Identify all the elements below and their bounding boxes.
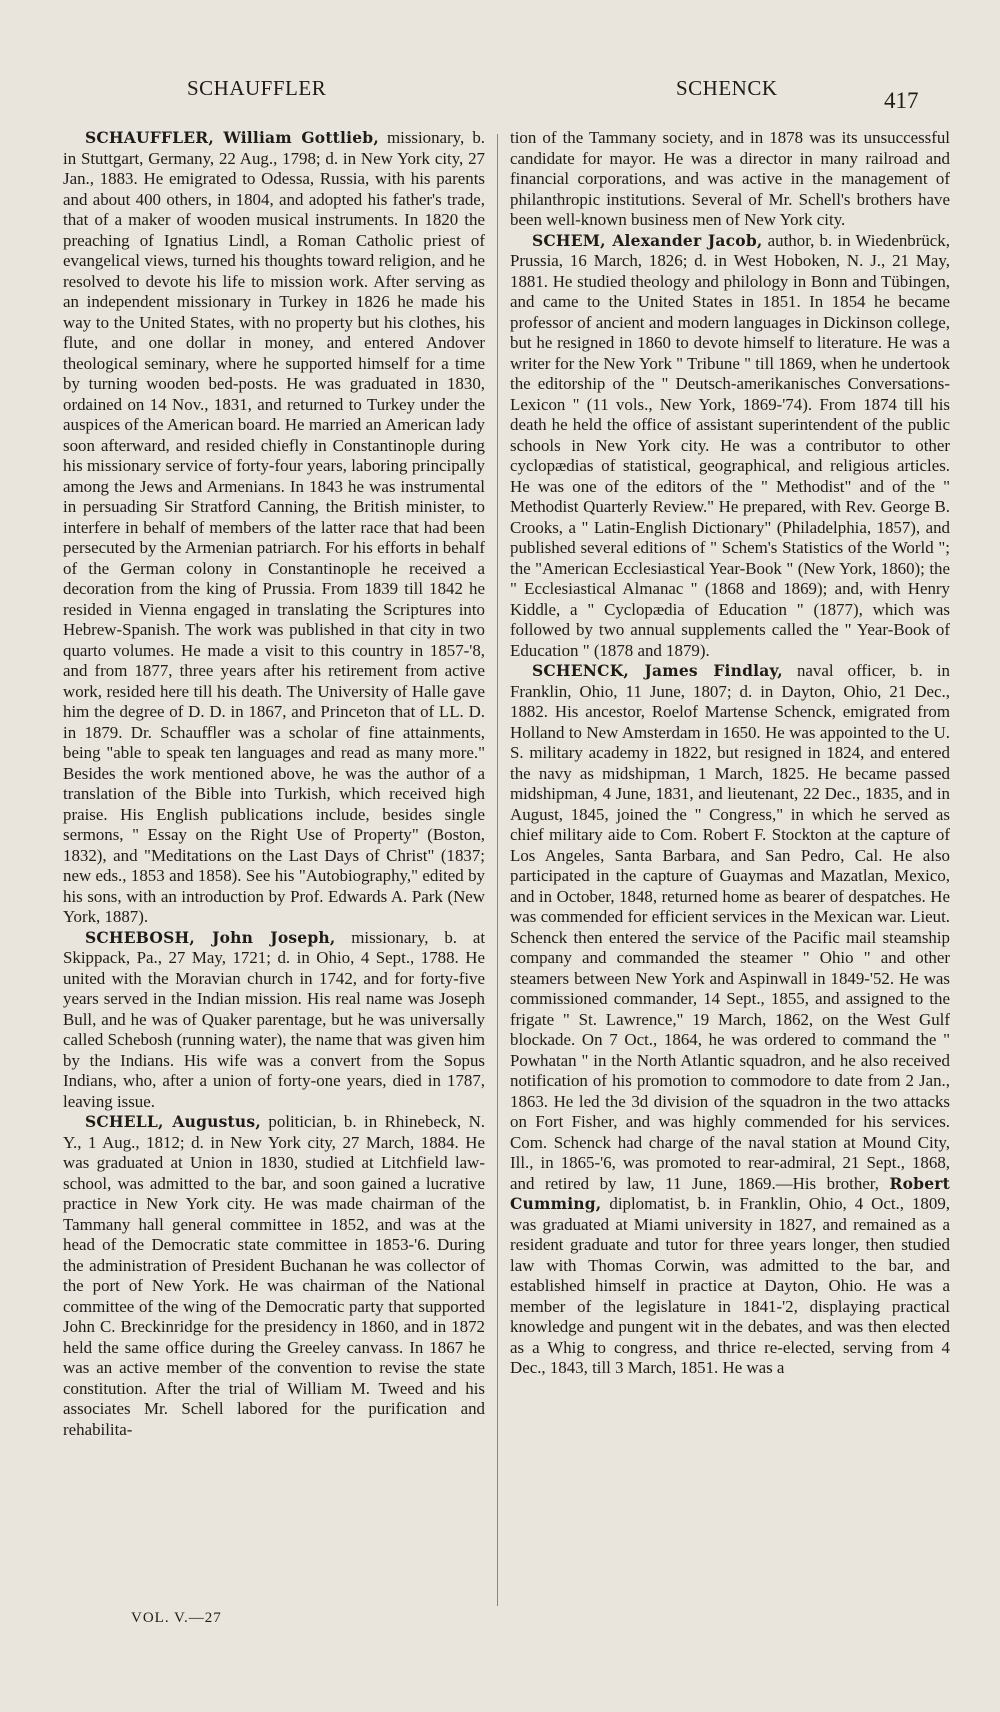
- entry-text: tion of the Tammany society, and in 1878 was its unsuccessful candidate for mayor. He was a director in many railroad and financial corporations, and was active in the management of philanthropic institutions. Several of Mr. Schell's brothers have been well-known business men of New York city.: [510, 128, 950, 229]
- entry-text: naval officer, b. in Franklin, Ohio, 11 June, 1807; d. in Dayton, Ohio, 21 Dec., 1882. His ancestor, Roelof Martense Schenck, emigrated from Holland to New Amsterdam in 1650. He was appointed to the U. S. military academy in 1822, but resigned in 1824, and entered the navy as midshipman, 1 March, 1825. He became passed midshipman, 4 June, 1831, and lieutenant, 22 Dec., 1835, and in August, 1845, joined the " Congress," in which he served as chief military aide to Com. Robert F. Stockton at the capture of Los Angeles, Santa Barbara, and San Pedro, Cal. He also participated in the capture of Guaymas and Mazatlan, Mexico, and in October, 1848, returned home as bearer of despatches. He was commended for efficient services in the Mexican war. Lieut. Schenck then entered the service of the Pacific mail steamship company and commanded the steamer " Ohio " and other steamers between New York and Aspinwall in 1849-'52. He was commissioned commander, 14 Sept., 1855, and assigned to the frigate " St. Lawrence," 19 March, 1862, on the West Gulf blockade. On 7 Oct., 1864, he was ordered to command the " Powhatan " in the North Atlantic squadron, and he also received notification of his promotion to commodore to date from 2 Jan., 1863. He led the 3d division of the squadron in the two attacks on Fort Fisher, and was highly commended for his services. Com. Schenck had charge of the naval station at Mound City, Ill., in 1865-'6, was promoted to rear-admiral, 21 Sept., 1868, and retired by law, 11 June, 1869.—His brother,: [510, 661, 950, 1193]
- headword: SCHENCK, James Findlay,: [532, 661, 783, 680]
- running-head-left: SCHAUFFLER: [187, 76, 327, 100]
- entry-text: missionary, b. in Stuttgart, Germany, 22 Aug., 1798; d. in New York city, 27 Jan., 1883. He emigrated to Odessa, Russia, with his parents and about 400 others, in 1804, and adopted his father's trade, that of a maker of wooden musical instruments. In 1820 the preaching of Ignatius Lindl, a Roman Catholic priest of evangelical views, turned his thoughts toward religion, and he resolved to devote his life to mission work. After serving as an independent missionary in Turkey in 1826 he made his way to the United States, with no property but his clothes, his flute, and one dollar in money, and entered Andover theological seminary, where he supported himself for a time by turning wooden bed-posts. He was graduated in 1830, ordained on 14 Nov., 1831, and returned to Turkey under the auspices of the American board. He married an American lady soon afterward, and resided chiefly in Constantinople during his missionary service of forty-four years, laboring principally among the Jews and Armenians. In 1843 he was instrumental in persuading Sir Stratford Canning, the British minister, to interfere in behalf of members of the latter race that had been persecuted by the Armenian patriarch. For his efforts in behalf of the German colony in Constantinople he received a decoration from the king of Prussia. From 1839 till 1842 he resided in Vienna engaged in translating the Scriptures into Hebrew-Spanish. The work was published in that city in two quarto volumes. He made a visit to this country in 1857-'8, and from 1877, three years after his retirement from active work, resided here till his death. The University of Halle gave him the degree of D. D. in 1867, and Princeton that of LL. D. in 1879. Dr. Schauffler was a scholar of fine attainments, being "able to speak ten languages and read as many more." Besides the work mentioned above, he was the author of a translation of the Bible into Turkish, which received high praise. His English publications include, besides single sermons, " Essay on the Right Use of Property" (Boston, 1832), and "Meditations on the Last Days of Christ" (1837; new eds., 1853 and 1858). See his "Autobiography," edited by his sons, with an introduction by Prof. Edwards A. Park (New York, 1887).: [63, 128, 485, 926]
- column-divider: [497, 134, 498, 1606]
- headword: SCHEBOSH, John Joseph,: [85, 927, 336, 947]
- entry-schem: [510, 231, 950, 662]
- entry-schenck: [510, 661, 950, 1379]
- entry-schell-continued: [510, 128, 950, 231]
- entry-text: diplomatist, b. in Franklin, Ohio, 4 Oct., 1809, was graduated at Miami university in 1827, and remained as a resident graduate and tutor for three years longer, then studied law with Thomas Corwin, was admitted to the bar, and established himself in practice at Dayton, Ohio. He was a member of the legislature in 1841-'2, displaying practical knowledge and pungent wit in the debates, and was then elected as a Whig to congress, and thrice re-elected, serving from 4 Dec., 1843, till 3 March, 1851. He was a: [510, 1194, 950, 1377]
- entry-text: politician, b. in Rhinebeck, N. Y., 1 Aug., 1812; d. in New York city, 27 March, 1884. He was graduated at Union in 1830, studied at Litchfield law-school, was admitted to the bar, and soon gained a lucrative practice in New York city. He was made chairman of the Tammany hall general committee in 1852, and was at the head of the Democratic state committee in 1853-'6. During the administration of President Buchanan he was collector of the port of New York. He was chairman of the National committee of the wing of the Democratic party that supported John C. Breckinridge for the presidency in 1860, and in 1872 held the same office during the Greeley canvass. In 1867 he was an active member of the convention to revise the state constitution. After the trial of William M. Tweed and his associates Mr. Schell labored for the purification and rehabilita-: [63, 1112, 485, 1439]
- entry-text: author, b. in Wiedenbrück, Prussia, 16 March, 1826; d. in West Hoboken, N. J., 21 May, 1881. He studied theology and philology in Bonn and Tübingen, and came to the United States in 1851. In 1854 he became professor of ancient and modern languages in Dickinson college, but he resigned in 1860 to devote himself to literature. He was a writer for the New York " Tribune " till 1869, when he undertook the editorship of the " Deutsch-amerikanisches Conversations-Lexicon " (11 vols., New York, 1869-'74). From 1874 till his death he held the office of assistant superintendent of the public schools in New York city. He was a contributor to other cyclopædias of statistical, geographical, and religious articles. He was one of the editors of the " Methodist" and of the " Methodist Quarterly Review." He prepared, with Rev. George B. Crooks, a " Latin-English Dictionary" (Philadelphia, 1857), and published several editions of " Schem's Statistics of the World "; the "American Ecclesiastical Year-Book " (New York, 1860); the " Ecclesiastical Almanac " (1868 and 1869); and, with Henry Kiddle, a " Cyclopædia of Education " (1877), which was followed by two annual supplements called the " Year-Book of Education " (1878 and 1879).: [510, 230, 950, 660]
- headword: SCHEM, Alexander Jacob,: [532, 230, 763, 250]
- left-column: [63, 128, 485, 1440]
- page-number: 417: [884, 88, 919, 113]
- running-head-right: SCHENCK: [676, 76, 778, 100]
- headword: SCHAUFFLER, William Gottlieb,: [85, 128, 379, 147]
- entry-schell: [63, 1112, 485, 1440]
- sub-headword: Robert Cumming,: [510, 1173, 950, 1213]
- entry-schebosh: [63, 928, 485, 1113]
- entry-text: missionary, b. at Skippack, Pa., 27 May, 1721; d. in Ohio, 4 Sept., 1788. He united with the Moravian church in 1742, and for forty-five years served in the Indian mission. His real name was Joseph Bull, and he was of Quaker parentage, but he was universally called Schebosh (running water), the name that was given him by the Indians. His wife was a convert from the Sopus Indians, who, after a union of forty-one years, died in 1787, leaving issue.: [63, 927, 486, 1111]
- entry-schauffler: [63, 128, 485, 928]
- signature-mark: VOL. V.—27: [131, 1610, 222, 1626]
- right-column: [510, 128, 950, 1379]
- headword: SCHELL, Augustus,: [85, 1112, 261, 1131]
